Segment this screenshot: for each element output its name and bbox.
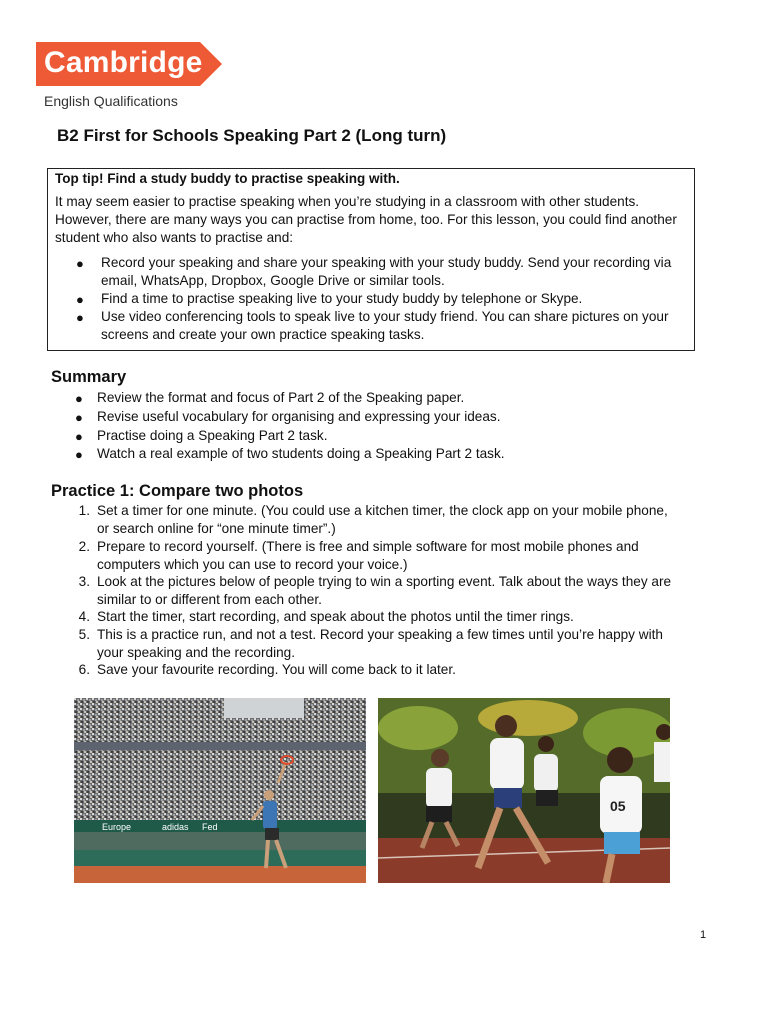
practice-step: This is a practice run, and not a test. Record your speaking a few times until you’re happy with your speaking and the recording. [97, 627, 663, 660]
summary-item: Revise useful vocabulary for organising and expressing your ideas. [97, 409, 501, 424]
tennis-photo [74, 698, 366, 883]
step-number: 1. [78, 503, 90, 518]
logo-subtitle: English Qualifications [44, 93, 178, 109]
step-number: 5. [78, 627, 90, 642]
summary-heading: Summary [51, 368, 127, 386]
bullet-icon: ● [76, 292, 84, 307]
practice-step: Look at the pictures below of people trying to win a sporting event. Talk about the ways they are similar to or different from each other. [97, 574, 672, 607]
banner-text: Fed [202, 822, 218, 832]
runner-bib: 05 [610, 798, 626, 814]
summary-item: Review the format and focus of Part 2 of the Speaking paper. [97, 390, 465, 405]
bullet-icon: ● [75, 410, 83, 425]
step-number: 4. [78, 609, 90, 624]
banner-text: adidas [162, 822, 189, 832]
tennis-photo-image [74, 698, 366, 883]
runner-far-right [654, 724, 670, 782]
race-photo [378, 698, 670, 883]
tip-item: Use video conferencing tools to speak live to your study friend. You can share pictures on your screens and create your own practice speaking tasks. [101, 309, 669, 342]
banner-text: Europe [102, 822, 132, 832]
race-photo-image [378, 698, 670, 883]
practice-step: Start the timer, start recording, and speak about the photos until the timer rings. [97, 609, 574, 624]
step-number: 6. [78, 662, 90, 677]
bullet-icon: ● [75, 429, 83, 444]
step-number: 3. [78, 574, 90, 589]
tip-item: Find a time to practise speaking live to your study buddy by telephone or Skype. [101, 291, 583, 306]
bullet-icon: ● [76, 310, 84, 325]
page-number: 1 [700, 929, 707, 941]
practice-step: Set a timer for one minute. (You could use a kitchen timer, the clock app on your mobile phone, or search online for “one minute timer”.) [97, 503, 668, 536]
summary-item: Watch a real example of two students doing a Speaking Part 2 task. [97, 446, 505, 461]
practice-step: Prepare to record yourself. (There is free and simple software for most mobile phones and computers which you can use to record your voice.) [97, 539, 639, 572]
summary-item: Practise doing a Speaking Part 2 task. [97, 428, 328, 443]
step-number: 2. [78, 539, 90, 554]
bullet-icon: ● [75, 447, 83, 462]
practice1-heading: Practice 1: Compare two photos [51, 482, 304, 500]
bullet-icon: ● [75, 391, 83, 406]
tip-heading: Top tip! Find a study buddy to practise speaking with. [55, 171, 400, 186]
document-title: B2 First for Schools Speaking Part 2 (Long turn) [57, 126, 447, 145]
practice-step: Save your favourite recording. You will come back to it later. [97, 662, 456, 677]
tip-item: Record your speaking and share your speaking with your study buddy. Send your recording via email, WhatsApp, Dropbox, Google Drive or similar tools. [101, 255, 672, 288]
tip-intro: It may seem easier to practise speaking when you’re studying in a classroom with other students. However, there are many ways you can practise from home, too. For this lesson, you could find another student who also wants to practise and: [55, 194, 677, 245]
bullet-icon: ● [76, 256, 84, 271]
logo-wordmark: Cambridge [44, 46, 203, 79]
